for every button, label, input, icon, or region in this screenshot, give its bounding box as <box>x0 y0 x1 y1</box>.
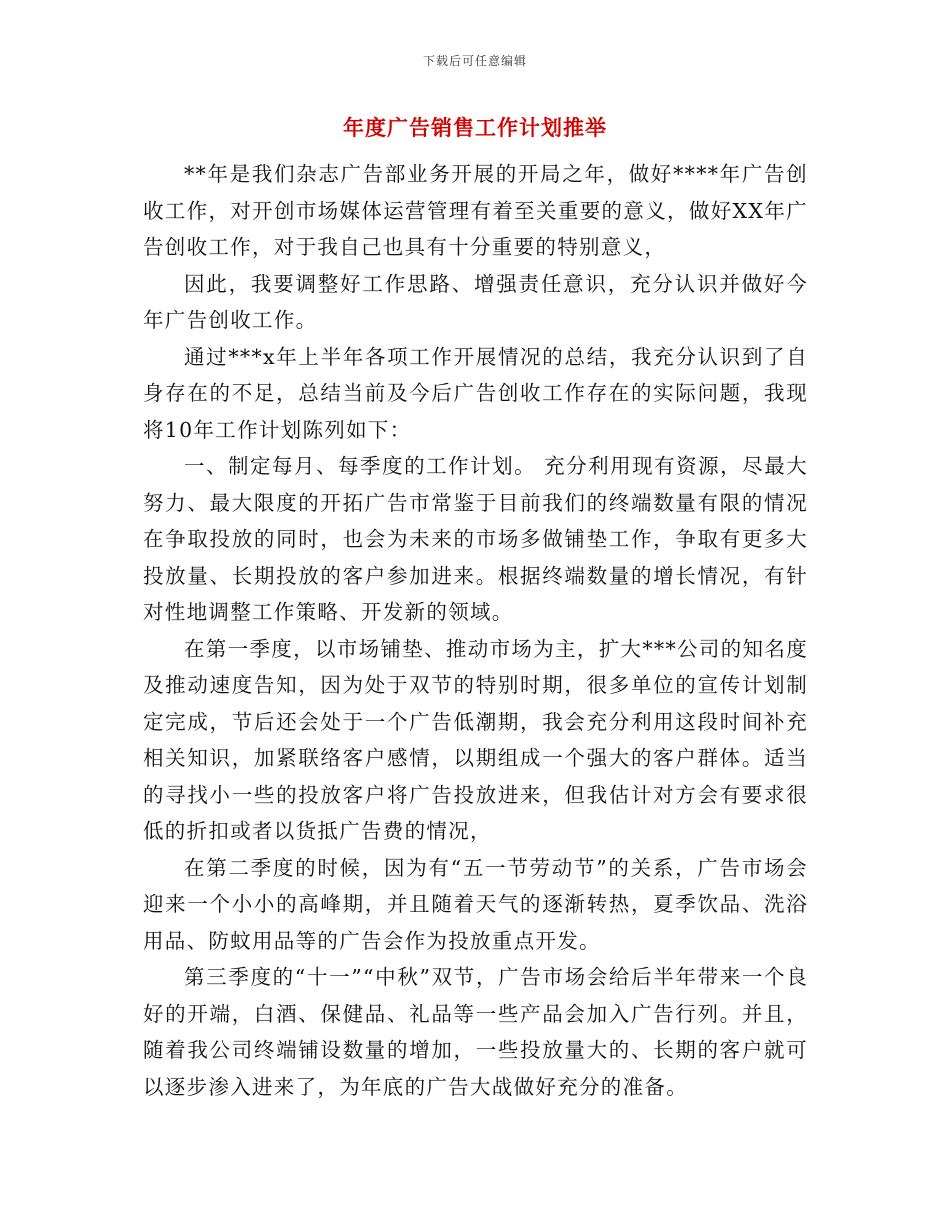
paragraph-q3: 第三季度的“十一”“中秋”双节，广告市场会给后半年带来一个良好的开端，白酒、保健品、礼品等一些产品会加入广告行列。并且，随着我公司终端铺设数量的增加，一些投放量大的、长期的客户就可以逐步渗入进来了，为年底的广告大战做好充分的准备。 <box>143 965 808 1099</box>
paragraph-therefore: 因此，我要调整好工作思路、增强责任意识，充分认识并做好今年广告创收工作。 <box>143 271 808 332</box>
paragraph-q1: 在第一季度，以市场铺垫、推动市场为主，扩大***公司的知名度及推动速度告知，因为处于双节的特别时期，很多单位的宣传计划制定完成，节后还会处于一个广告低潮期，我会充分利用这段时间补充相关知识，加紧联络客户感情，以期组成一个强大的客户群体。适当的寻找小一些的投放客户将广告投放进来，但我估计对方会有要求很低的折扣或者以货抵广告费的情况， <box>143 636 808 843</box>
paragraph-summary: 通过***x年上半年各项工作开展情况的总结，我充分认识到了自身存在的不足，总结当前及今后广告创收工作存在的实际问题，我现将10年工作计划陈列如下： <box>143 344 808 442</box>
paragraph-plan-one: 一、制定每月、每季度的工作计划。 充分利用现有资源，尽最大努力、最大限度的开拓广告市常鉴于目前我们的终端数量有限的情况在争取投放的同时，也会为未来的市场多做铺垫工作，争取有更多大投放量、长期投放的客户参加进来。根据终端数量的增长情况，有针对性地调整工作策略、开发新的领域。 <box>143 454 808 624</box>
page-header-note: 下载后可任意编辑 <box>422 54 527 68</box>
paragraph-q2: 在第二季度的时候，因为有“五一节劳动节”的关系，广告市场会迎来一个小小的高峰期，并且随着天气的逐渐转热，夏季饮品、洗浴用品、防蚊用品等的广告会作为投放重点开发。 <box>143 855 808 953</box>
document-body <box>143 156 808 1105</box>
paragraph-intro: **年是我们杂志广告部业务开展的开局之年，做好****年广告创收工作，对开创市场媒体运营管理有着至关重要的意义，做好XX年广告创收工作，对于我自己也具有十分重要的特别意义， <box>143 162 808 259</box>
document-title: 年度广告销售工作计划推举 <box>343 115 607 140</box>
